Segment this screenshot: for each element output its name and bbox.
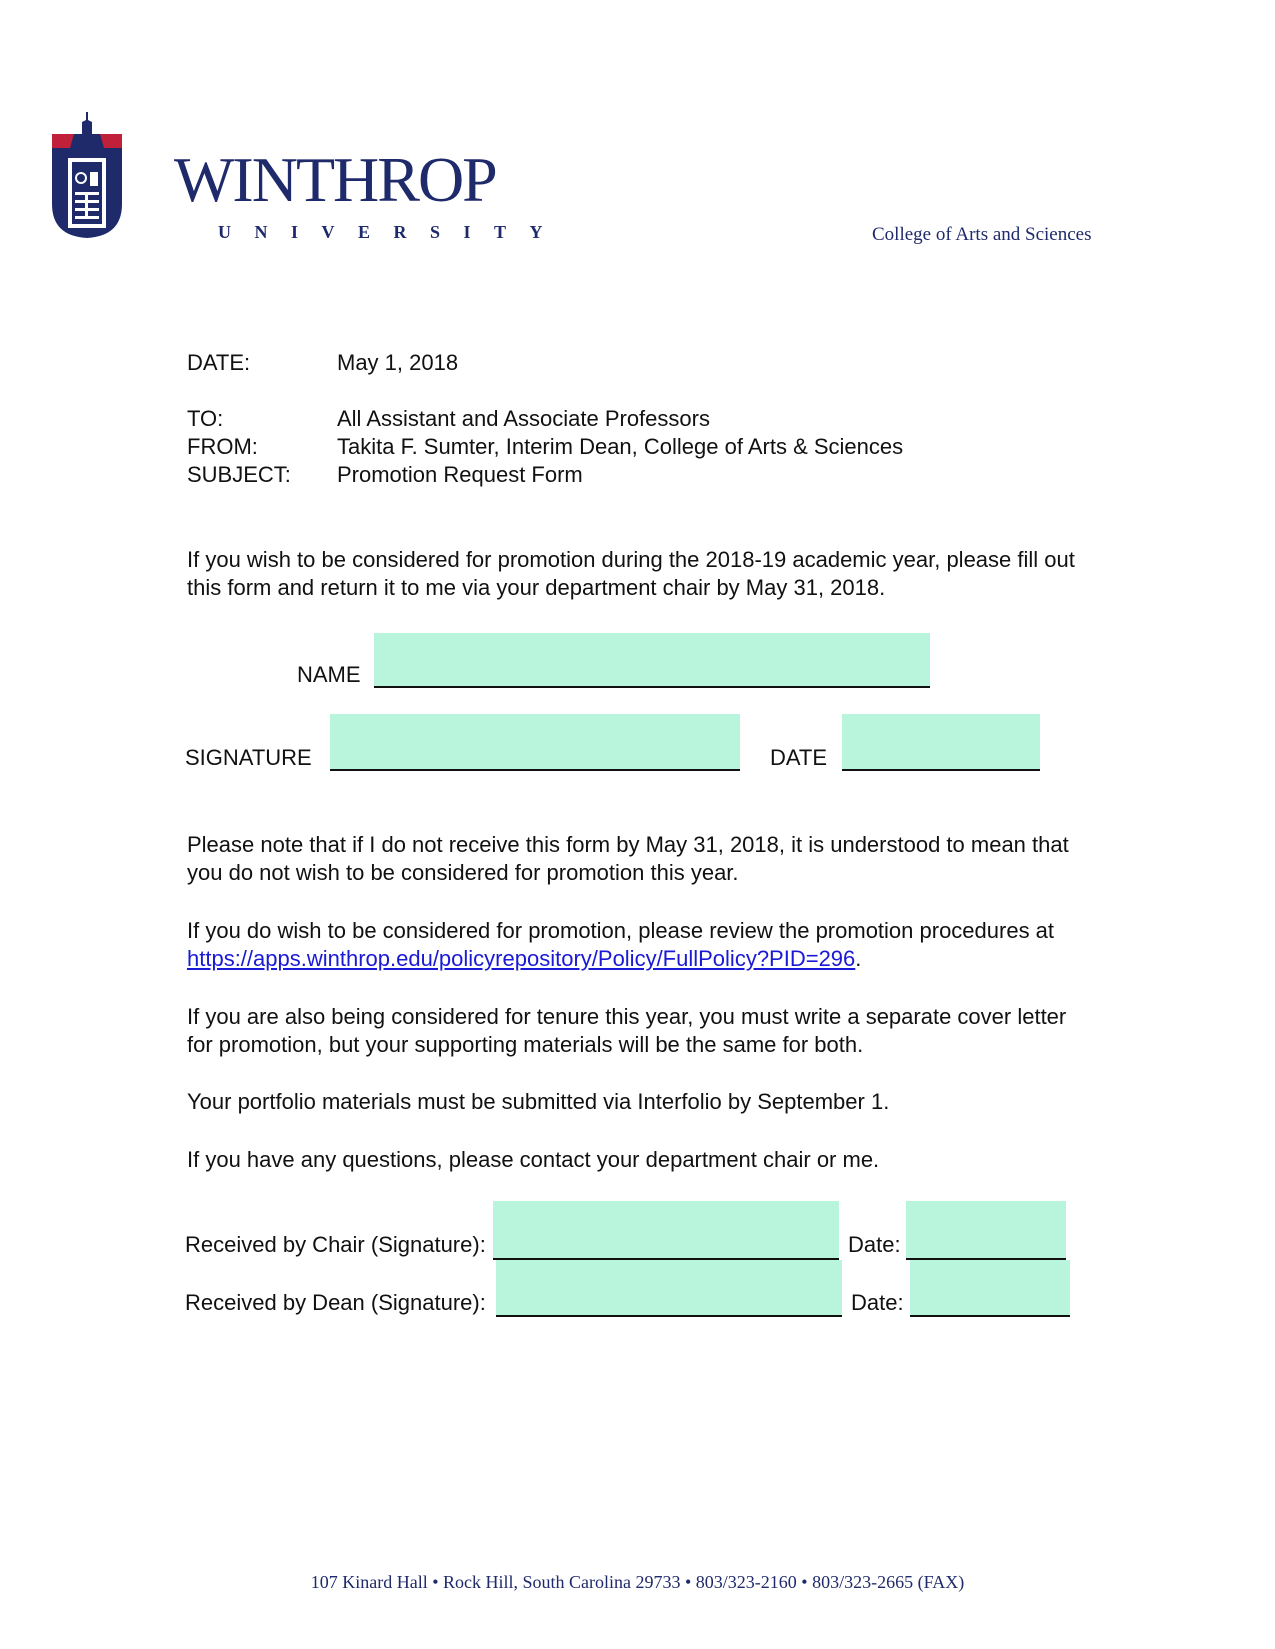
dean-date-field[interactable]: [910, 1260, 1070, 1317]
memo-to-label: TO:: [187, 406, 224, 431]
college-name: College of Arts and Sciences: [872, 224, 1092, 245]
memo-date-label: DATE:: [187, 350, 251, 375]
date-input-field[interactable]: [842, 714, 1040, 771]
form-date-label: DATE: [770, 745, 828, 770]
footer-address: 107 Kinard Hall • Rock Hill, South Carolina 29733 • 803/323-2160 • 803/323-2665 (FAX): [310, 1572, 965, 1592]
note-tenure-paragraph: If you are also being considered for tenure this year, you must write a separate cover letter for promotion, but your supporting materials will be the same for both.: [187, 1004, 1067, 1057]
logo-wordmark: WINTHROP: [174, 144, 496, 215]
note-procedures-paragraph: [187, 917, 1087, 973]
dean-signature-field[interactable]: [496, 1260, 842, 1317]
chair-signature-label: Received by Chair (Signature):: [185, 1232, 486, 1257]
policy-link[interactable]: https://apps.winthrop.edu/policyrepository/Policy/FullPolicy?PID=296: [187, 946, 856, 971]
memo-from-value: Takita F. Sumter, Interim Dean, College of Arts & Sciences: [337, 434, 904, 459]
signature-input-field[interactable]: [330, 714, 740, 771]
chair-signature-field[interactable]: [493, 1201, 839, 1260]
note-interfolio-paragraph: Your portfolio materials must be submitted via Interfolio by September 1.: [187, 1089, 890, 1114]
note-deadline-paragraph: Please note that if I do not receive this form by May 31, 2018, it is understood to mean that you do not wish to be considered for promotion this year.: [187, 832, 1069, 885]
name-input-field[interactable]: [374, 633, 930, 688]
note-procedures-end: .: [855, 946, 862, 971]
signature-label: SIGNATURE: [185, 745, 312, 770]
memo-subject-value: Promotion Request Form: [337, 462, 583, 487]
memo-subject-label: SUBJECT:: [187, 462, 291, 487]
memo-from-label: FROM:: [187, 434, 258, 459]
winthrop-tower-logo-icon: [52, 112, 122, 240]
dean-signature-label: Received by Dean (Signature):: [185, 1290, 486, 1315]
chair-date-label: Date:: [848, 1232, 901, 1257]
note-procedures-text: If you do wish to be considered for promotion, please review the promotion procedures at: [187, 918, 1055, 943]
intro-paragraph: If you wish to be considered for promotion during the 2018-19 academic year, please fill out this form and return it to me via your department chair by May 31, 2018.: [187, 547, 1075, 600]
dean-date-label: Date:: [851, 1290, 904, 1315]
name-label: NAME: [297, 662, 361, 687]
logo-subtitle: UNIVERSITY: [218, 222, 567, 242]
chair-date-field[interactable]: [906, 1201, 1066, 1260]
memo-date-value: May 1, 2018: [337, 350, 459, 375]
note-questions-paragraph: If you have any questions, please contact your department chair or me.: [187, 1147, 880, 1172]
memo-to-value: All Assistant and Associate Professors: [337, 406, 710, 431]
